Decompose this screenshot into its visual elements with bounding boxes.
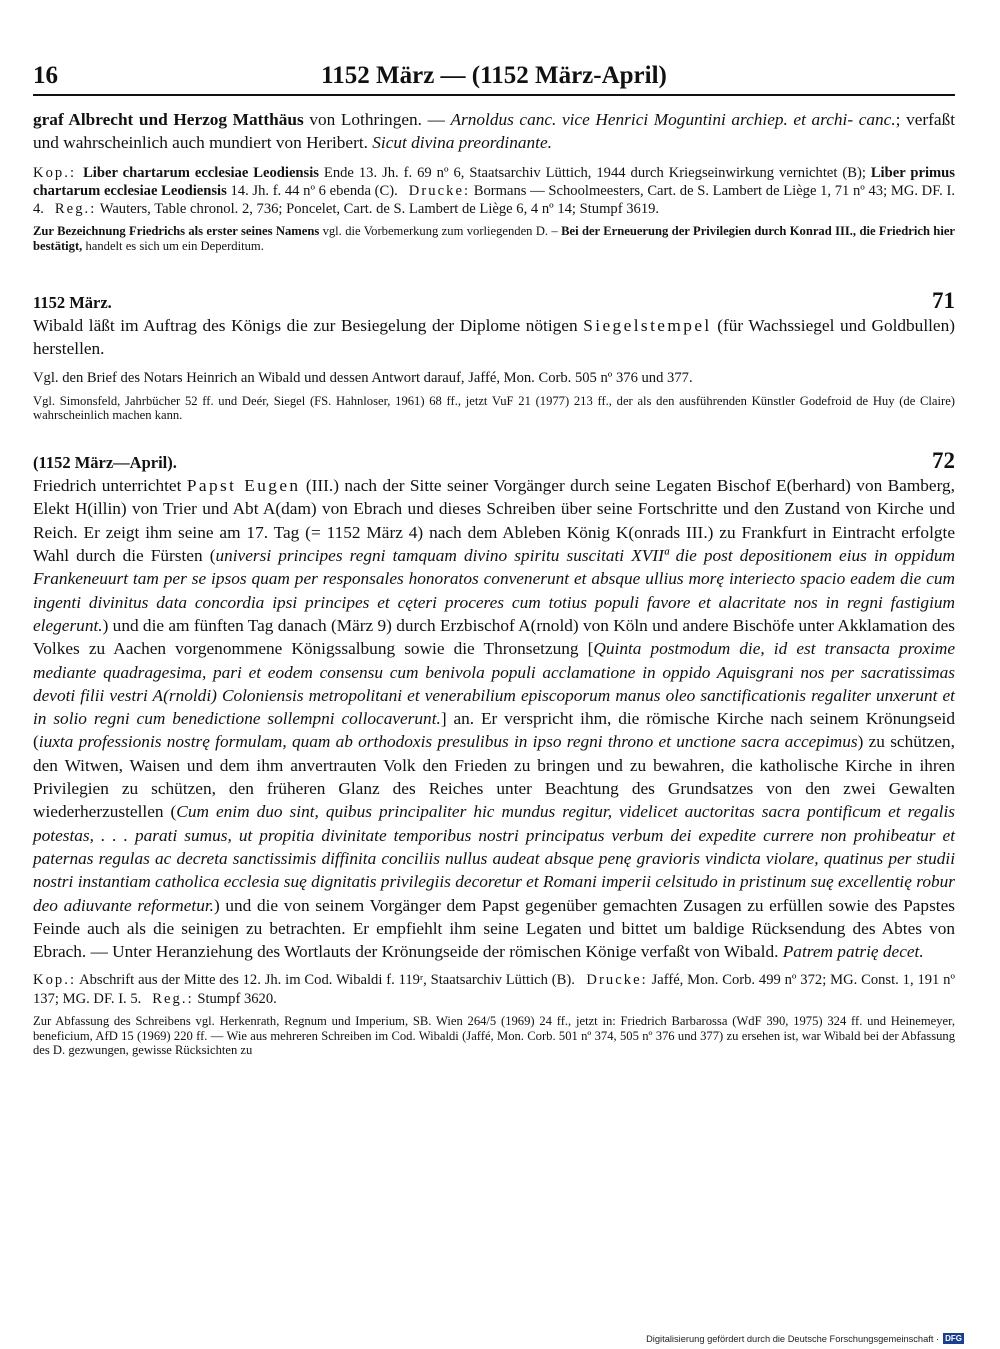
dfg-footer xyxy=(646,1333,964,1344)
entry-71-heading xyxy=(33,288,955,314)
prev-entry-text: graf Albrecht und Herzog Matthäus von Lothringen. — Arnoldus canc. vice Henrici Moguntini archiep. et archi- canc.; verfaßt und wahrscheinlich auch mundiert von Heribert. Sicut divina preordinante. xyxy=(33,110,956,153)
entry-72-number: 72 xyxy=(932,448,955,474)
entry-71-note: Vgl. Simonsfeld, Jahrbücher 52 ff. und Deér, Siegel (FS. Hahnloser, 1961) 68 ff., jetzt VuF 21 (1977) 213 ff., der als den ausführenden Künstler Godefroid de Huy (de Claire) wahrscheinlich machen kann. xyxy=(33,393,955,423)
entry-72-sources: Kop.: Abschrift aus der Mitte des 12. Jh. im Cod. Wibaldi f. 119ʳ, Staatsarchiv Lüttich (B). Drucke: Jaffé, Mon. Corb. 499 nº 372; MG. Const. 1, 191 nº 137; MG. DF. I. 5. Reg.: Stumpf 3620. xyxy=(33,972,956,1007)
entry-72-text: Friedrich unterrichtet Papst Eugen (III.) nach der Sitte seiner Vorgänger durch seine Legaten Bischof E(berhard) von Bamberg, Elekt H(illin) von Trier und Abt A(dam) von Ebrach und dieses Schreiben über seine Fortschritte und den Zustand von Kirche und Reich. Er zeigt ihm seine am 17. Tag (= 1152 März 4) nach dem Ableben König K(onrads III.) zu Frankfurt in Eintracht erfolgte Wahl durch die Fürsten (universi principes regni tamquam divino spiritu suscitati XVIIª die post depositionem eius in oppidum Frankeneuurt tam per se ipsos quam per responsales honoratos convenerunt et absque ullius morę interiecto spacio eadem die cum ingenti divinitus data concordia ipsi principes et cęteri proceres cum totius populi favore et alacritate nos in regni fastigium elegerunt.) und die am fünften Tag danach (März 9) durch Erzbischof A(rnold) von Köln und andere Bischöfe unter Akklamation des Volkes zu Aachen vorgenommene Königssalbung sowie die Thronsetzung [Quinta postmodum die, id est transacta proxime mediante quadragesima, pari et eodem consensu cum benivola populi acclamatione in oppido Aquisgrani nos per sacratissimas devoti filii vestri A(rnoldi) Coloniensis metropolitani et venerabilium episcoporum manus oleo sanctificationis regaliter unxerunt et in solio regni cum benedictione sollempni collocaverunt.] an. Er verspricht ihm, die römische Kirche nach seinem Krönungseid (iuxta professionis nostrę formulam, quam ab orthodoxis presulibus in ipso regni throno et unctione sacra accepimus) zu schützen, den Witwen, Waisen und dem ihm anvertrauten Volk den Frieden zu bringen und zu bewahren, die katholische Kirche in ihren Privilegien zu schützen, den früheren Glanz des Reiches unter Beachtung des Grundsatzes von den zwei Gewalten wiederherzustellen (Cum enim duo sint, quibus principaliter hic mundus regitur, videlicet auctoritas sacra pontificum et regalis potestas, . . . parati sumus, ut propitia divinitate temporibus nostri principatus verbum dei expedite currere non prohibeatur et paternas regulas ac decreta sanctissimis diffinita conciliis nullus audeat absque penę gravioris vindicta violare, quatinus per studii nostri instantiam catholica ecclesia suę dignitatis privilegiis decoretur et Romani imperii celsitudo in pristinum suę excellentię robur deo adiuvante reformetur.) und die von seinem Vorgänger dem Papst gegenüber gemachten Zusagen zu erfüllen sowie des Papstes Feinde auch als die seinigen zu betrachten. Er empfiehlt ihm seine Legaten und bittet um baldige Rücksendung des Abtes von Ebrach. — Unter Heranziehung des Wortlauts der Krönungseide der römischen Könige verfaßt von Wibald. Patrem patrię decet. xyxy=(33,476,955,962)
entry-71-text: Wibald läßt im Auftrag des Königs die zur Besiegelung der Diplome nötigen Siegelstempel (für Wachssiegel und Goldbullen) herstellen. xyxy=(33,315,955,359)
entry-72-note: Zur Abfassung des Schreibens vgl. Herkenrath, Regnum und Imperium, SB. Wien 264/5 (1969) 24 ff., jetzt in: Friedrich Barbarossa (WdF 390, 1975) 324 ff. und Heinemeyer, beneficium, AfD 15 (1969) 220 ff. — Wie aus mehreren Schreiben im Cod. Wibaldi (Jaffé, Mon. Corb. 501 nº 374, 505 nº 376 und 377) zu ersehen ist, war Wibald bei der Abfassung des D. gezwungen, gewisse Rücksichten zu xyxy=(33,1013,955,1058)
prev-entry-sources: Kop.: Liber chartarum ecclesiae Leodiensis Ende 13. Jh. f. 69 nº 6, Staatsarchiv Lüttich, 1944 durch Kriegseinwirkung vernichtet (B); Liber primus chartarum ecclesiae Leodiensis 14. Jh. f. 44 nº 6 ebenda (C). Drucke: Bormans — Schoolmeesters, Cart. de S. Lambert de Liège 1, 71 nº 43; MG. DF. I. 4. Reg.: Wauters, Table chronol. 2, 736; Poncelet, Cart. de S. Lambert de Liège 6, 4 nº 14; Stumpf 3619. xyxy=(33,164,956,217)
entry-72-date: (1152 März—April). xyxy=(33,453,177,473)
dfg-logo: DFG xyxy=(945,1334,962,1343)
document-page xyxy=(33,58,955,1058)
page-header xyxy=(33,58,955,96)
entry-71-date: 1152 März. xyxy=(33,292,112,312)
page-number: 16 xyxy=(33,62,58,89)
page-title: 1152 März — (1152 März-April) xyxy=(321,62,667,89)
prev-entry-note: Zur Bezeichnung Friedrichs als erster seines Namens vgl. die Vorbemerkung zum vorliegenden D. – Bei der Erneuerung der Privilegien durch Konrad III., die Friedrich hier bestätigt, handelt es sich um ein Deperditum. xyxy=(33,224,955,253)
entry-72-heading xyxy=(33,448,955,474)
footer-text: Digitalisierung gefördert durch die Deutsche Forschungsgemeinschaft · xyxy=(646,1333,940,1344)
entry-71-sources: Vgl. den Brief des Notars Heinrich an Wibald und dessen Antwort darauf, Jaffé, Mon. Corb. 505 nº 376 und 377. xyxy=(33,370,693,387)
entry-71-number: 71 xyxy=(932,287,955,313)
